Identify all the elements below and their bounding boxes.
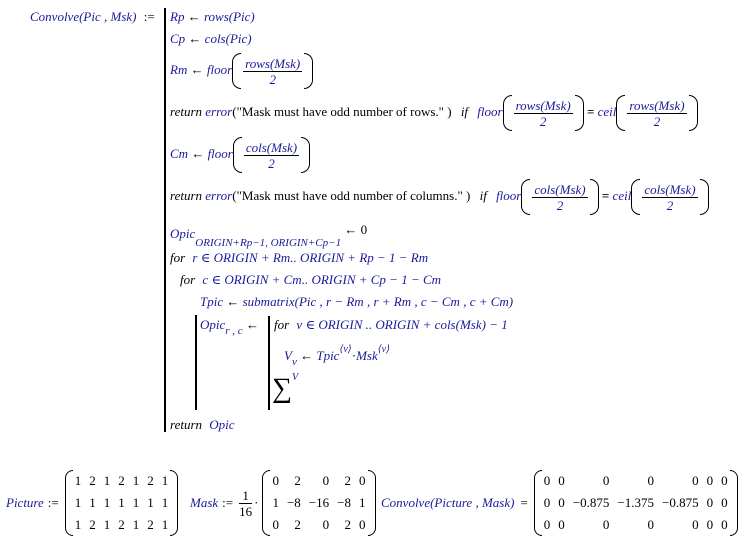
result-matrix-cell: 0 xyxy=(543,495,551,510)
mask-matrix-cell: 0 xyxy=(272,517,279,532)
result-matrix-cell: 0 xyxy=(543,473,551,488)
line-cp[interactable]: Cp ← cols(Pic) xyxy=(170,31,252,46)
picture-matrix-row xyxy=(71,470,173,492)
picture-matrix-cell: 1 xyxy=(103,517,111,532)
picture-matrix-cell: 1 xyxy=(161,473,169,488)
mask-matrix-cell: −8 xyxy=(286,495,301,510)
line-opic-rc[interactable]: Opic$_{r , c}$ ← xyxy=(200,317,259,337)
mask-matrix-cell: 0 xyxy=(272,473,279,488)
result-matrix-cell: 0 xyxy=(706,517,714,532)
definition-operator: := xyxy=(143,9,155,24)
picture-matrix-cell: 1 xyxy=(74,495,82,510)
program-bar-for-v xyxy=(268,316,270,410)
result-matrix-cell: 0 xyxy=(706,495,714,510)
picture-matrix-cell: 1 xyxy=(132,517,140,532)
program-bar-for-c xyxy=(195,315,197,410)
result-matrix-cell: 0 xyxy=(558,517,565,532)
mask-matrix-cell: 0 xyxy=(322,517,330,532)
mask-matrix-row xyxy=(268,470,369,492)
picture-matrix-cell: 2 xyxy=(89,473,96,488)
mask-matrix-cell: 0 xyxy=(359,473,366,488)
picture-matrix-cell: 2 xyxy=(118,473,125,488)
line-for-r[interactable]: for r ∈ ORIGIN + Rm.. ORIGIN + Rp − 1 − Rm xyxy=(170,250,429,265)
line-return-cols-error[interactable]: return error("Mask must have odd number of columns." ) if floor $\frac{\text{cols(Msk)}}{2}$ = ceil $\frac{\text{cols(Msk)}}{2}$ xyxy=(170,179,709,215)
function-definition[interactable] xyxy=(30,9,155,25)
result-matrix-cell: 0 xyxy=(558,473,565,488)
mask-matrix-cell: 2 xyxy=(294,517,301,532)
result-matrix-cell: 0 xyxy=(692,517,699,532)
line-cm[interactable]: Cm ← floor $\frac{\text{cols(Msk)}}{2}$ xyxy=(170,137,310,173)
mask-matrix-row xyxy=(268,492,369,514)
result-matrix-cell: 0 xyxy=(558,495,565,510)
mask-matrix-cell: 0 xyxy=(359,517,366,532)
picture-assignment[interactable]: Picture := 1 2 1 2 1 2 1 1 1 1 1 1 1 1 1 2 1 2 1 2 1 xyxy=(6,470,172,536)
result-matrix-cell: 0 xyxy=(721,517,728,532)
line-opic-init[interactable]: Opic$_{ORIGIN+Rp-1, ORIGIN+Cp-1}$ ← 0 xyxy=(170,222,368,249)
result-matrix-cell: 0 xyxy=(647,517,654,532)
line-for-v[interactable]: for v ∈ ORIGIN .. ORIGIN + cols(Msk) − 1 xyxy=(274,317,508,332)
result-matrix-cell: 0 xyxy=(602,517,610,532)
line-return-rows-error[interactable]: return error("Mask must have odd number of rows." ) if floor $\frac{\text{rows(Msk)}}{2}$ = ceil $\frac{\text{rows(Msk)}}{2}$ xyxy=(170,95,698,131)
mask-matrix-cell: 0 xyxy=(322,473,330,488)
mask-matrix-cell: 2 xyxy=(344,517,351,532)
picture-matrix-cell: 1 xyxy=(74,517,82,532)
line-return-opic[interactable]: return Opic xyxy=(170,417,235,432)
result-matrix-cell: 0 xyxy=(721,473,728,488)
result-matrix-cell: 0 xyxy=(647,473,654,488)
mask-matrix-cell: −16 xyxy=(308,495,330,510)
summation-symbol: ∑ xyxy=(272,373,292,405)
mask-matrix-cell: 1 xyxy=(272,495,279,510)
result-matrix-cell: 0 xyxy=(721,495,728,510)
mask-matrix-cell: −8 xyxy=(337,495,351,510)
picture-matrix-cell: 1 xyxy=(103,473,111,488)
result-matrix-row xyxy=(540,514,732,536)
line-rp[interactable]: Rp ← rows(Pic) xyxy=(170,9,255,24)
mask-matrix-cell: 1 xyxy=(359,495,366,510)
picture-matrix-cell: 1 xyxy=(132,495,140,510)
picture-matrix-cell: 2 xyxy=(89,517,96,532)
result-matrix-cell: −0.875 xyxy=(572,495,610,510)
picture-matrix-cell: 1 xyxy=(132,473,140,488)
result-matrix-cell: 0 xyxy=(543,517,551,532)
line-tpic[interactable]: Tpic ← submatrix(Pic , r − Rm , r + Rm , c − Cm , c + Cm) xyxy=(200,294,514,309)
function-name: Convolve xyxy=(30,9,80,24)
picture-matrix-cell: 1 xyxy=(103,495,111,510)
result-matrix-cell: −0.875 xyxy=(661,495,699,510)
picture-matrix-cell: 1 xyxy=(147,495,154,510)
picture-matrix-cell: 2 xyxy=(118,517,125,532)
mask-matrix xyxy=(268,470,369,536)
picture-matrix-cell: 2 xyxy=(147,473,154,488)
result-matrix-cell: −1.375 xyxy=(617,495,654,510)
result-matrix-cell: 0 xyxy=(602,473,610,488)
picture-matrix-cell: 1 xyxy=(74,473,82,488)
program-bar-outer xyxy=(164,8,166,432)
result-matrix-cell: 0 xyxy=(692,473,699,488)
picture-matrix-cell: 1 xyxy=(118,495,125,510)
mask-matrix-cell: 2 xyxy=(344,473,351,488)
function-args: (Pic , Msk) xyxy=(79,9,137,24)
line-for-c[interactable]: for c ∈ ORIGIN + Cm.. ORIGIN + Cp − 1 − Cm xyxy=(180,272,442,287)
result-matrix-cell: 0 xyxy=(706,473,714,488)
line-rm[interactable]: Rm ← floor $\frac{\text{rows(Msk)}}{2}$ xyxy=(170,53,313,89)
mask-matrix-row xyxy=(268,514,369,536)
mask-matrix-cell: 2 xyxy=(294,473,301,488)
picture-matrix-row xyxy=(71,514,173,536)
result-matrix xyxy=(540,470,732,536)
mask-assignment[interactable]: Mask := $\frac{1}{16}$ · 0 2 0 2 0 1 −8 −16 −8 1 0 2 0 2 0 xyxy=(190,470,370,536)
picture-matrix-cell: 1 xyxy=(89,495,96,510)
result-evaluation[interactable]: Convolve(Picture , Mask) = 0 0 0 0 0 0 0 0 0 −0.875 −1.375 −0.875 0 0 0 0 0 0 0 0 0 xyxy=(381,470,732,536)
picture-matrix xyxy=(71,470,173,536)
line-vv[interactable]: $V_v$ ← Tpic$^{⟨v⟩}$·Msk$^{⟨v⟩}$ xyxy=(284,344,390,368)
picture-matrix-cell: 2 xyxy=(147,517,154,532)
picture-matrix-cell: 1 xyxy=(161,517,169,532)
line-sum[interactable]: ∑$^V$ xyxy=(272,372,299,405)
picture-matrix-cell: 1 xyxy=(161,495,169,510)
picture-matrix-row xyxy=(71,492,173,514)
result-matrix-row xyxy=(540,492,732,514)
result-matrix-row xyxy=(540,470,732,492)
